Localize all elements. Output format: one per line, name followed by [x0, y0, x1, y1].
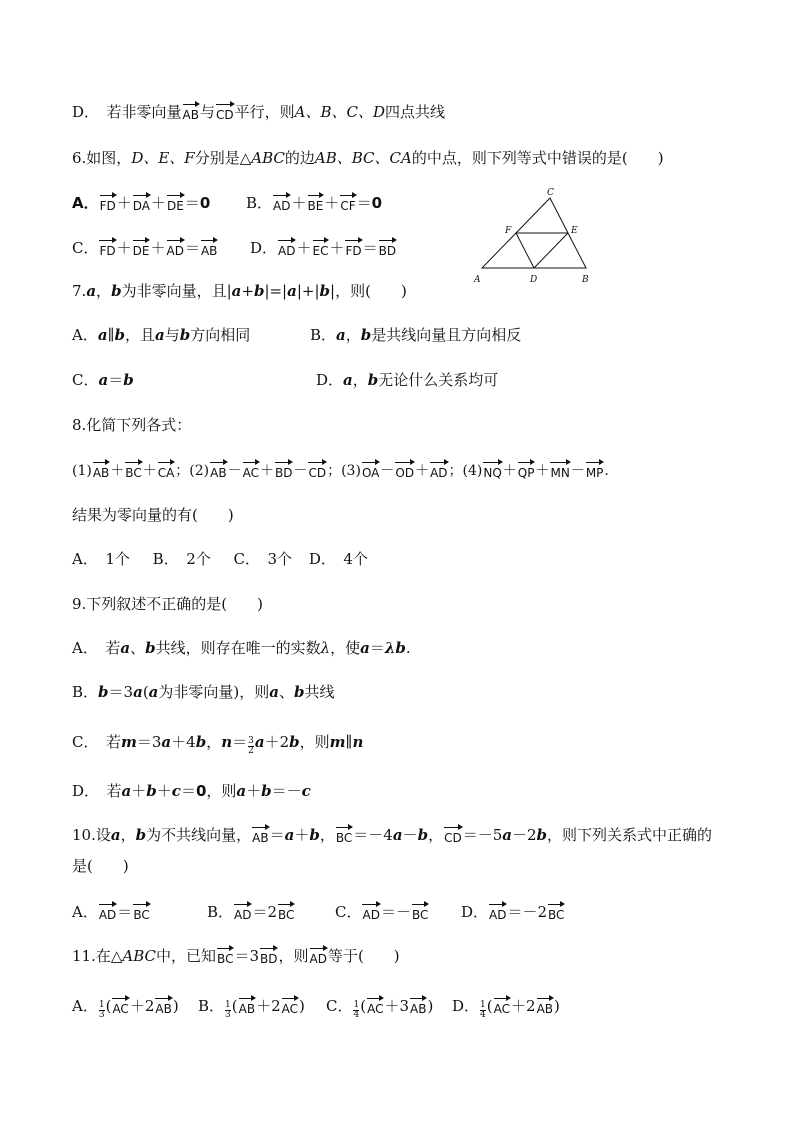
- q9-b-paren: (: [142, 683, 149, 701]
- vec-b: b: [261, 782, 272, 800]
- fraction: [480, 1001, 486, 1020]
- minus: －: [402, 826, 418, 844]
- label-b: B: [582, 275, 589, 285]
- frac-den: 4: [353, 1010, 360, 1020]
- q6-stem-d: 的中点，则下列等式中错误的是( ): [411, 149, 664, 167]
- equals: ＝: [369, 639, 385, 657]
- q5-d-mid: 与: [199, 103, 215, 121]
- q9-option-a: [72, 638, 411, 658]
- vec-a: a: [98, 371, 109, 389]
- vector-ad: AD: [430, 460, 447, 479]
- vector-ad: AD: [99, 902, 116, 921]
- label-f: F: [505, 226, 512, 236]
- vec-a: a: [120, 639, 131, 657]
- q8-expressions: (1)AB＋BC＋CA；(2)AB－AC＋BD－CD；(3)OA－OD＋AD；(4)NQ＋QP＋MN－MP.: [72, 460, 609, 481]
- fraction: [99, 1001, 105, 1020]
- paren-open: (: [231, 997, 238, 1015]
- q9-a-mid: 共线，则存在唯一的实数: [155, 639, 321, 657]
- q5-d-suffix-a: 平行，则: [234, 103, 295, 121]
- equals: ＝: [232, 733, 248, 751]
- equals: ＝: [180, 782, 196, 800]
- q11-d-op: ＋2: [511, 997, 536, 1015]
- fraction-three-halves: [248, 737, 254, 756]
- q8-result: 结果为零向量的有( ): [72, 506, 234, 524]
- frac-num: 1: [98, 1000, 105, 1010]
- vec-a: a: [269, 683, 279, 701]
- q9-option-d: [72, 781, 311, 801]
- vec-b: b: [319, 282, 331, 300]
- q11-option-d: [452, 996, 560, 1020]
- vec-n: n: [352, 733, 364, 751]
- vector-ab: AB: [252, 825, 268, 844]
- q6-stem-tri: ABC: [251, 149, 285, 167]
- vec-a: a: [392, 826, 403, 844]
- q7-eq5: |+|: [296, 282, 320, 300]
- vector-fd: FD: [99, 238, 115, 257]
- q10-sep2: ，: [428, 826, 444, 844]
- vector-qp: QP: [518, 460, 535, 479]
- vec-b: b: [179, 326, 191, 344]
- vector-ab: AB: [410, 996, 426, 1015]
- lambda-b: λb: [384, 639, 406, 657]
- plus: ＋: [294, 826, 310, 844]
- q7-option-b: [310, 325, 521, 345]
- q11-b-label: B．: [198, 997, 225, 1015]
- q11-stem-d: 等于( ): [327, 947, 400, 965]
- vector-ac: AC: [282, 996, 298, 1015]
- equals: ＝: [269, 826, 285, 844]
- segment-de: [534, 233, 568, 268]
- vec-a: a: [161, 733, 172, 751]
- vec-b: b: [195, 733, 207, 751]
- vector-da: DA: [133, 193, 150, 212]
- vec-b: b: [135, 826, 147, 844]
- vector-mn: MN: [550, 460, 569, 479]
- q7-num: 7.: [72, 282, 87, 300]
- q10-a-label: A．: [72, 903, 98, 921]
- q7-plus: +: [241, 282, 254, 300]
- vector-ad: AD: [278, 238, 295, 257]
- vec-b: b: [123, 371, 134, 389]
- q9-c-then: ，则: [299, 733, 330, 751]
- vec-a: a: [502, 826, 512, 844]
- q9-a-sep: 、: [130, 639, 146, 657]
- vec-b: b: [289, 733, 300, 751]
- vector-ac: AC: [494, 996, 510, 1015]
- q5-d-suffix-b: 四点共线: [385, 103, 446, 121]
- q7-a-t6: 与: [164, 326, 180, 344]
- q10-stem-a: 10.设: [72, 826, 111, 844]
- q7-end: |，则( ): [330, 282, 407, 300]
- q11-b-op: ＋2: [256, 997, 281, 1015]
- label-a: A: [474, 275, 481, 285]
- q10-d-label: D．: [461, 903, 489, 921]
- q10-sep1: ，: [319, 826, 335, 844]
- q10-c-label: C．: [335, 903, 362, 921]
- q11-c-label: C．: [326, 997, 353, 1015]
- q7-a-label: A．: [72, 326, 98, 344]
- vec-b: b: [294, 683, 305, 701]
- vec-b: b: [367, 371, 379, 389]
- vec-a: a: [86, 282, 97, 300]
- vec-a: a: [343, 371, 353, 389]
- frac-num: 3: [248, 736, 254, 746]
- q7-b-label: B．: [310, 326, 337, 344]
- frac-den: 3: [225, 1010, 231, 1020]
- q11-option-c: [326, 996, 433, 1020]
- q11-stem-c: ，则: [278, 947, 309, 965]
- q8-options: [72, 549, 368, 569]
- vec-b: b: [253, 282, 265, 300]
- frac-num: 1: [225, 1000, 231, 1010]
- q6-stem-sides: AB、BC、CA: [314, 149, 412, 167]
- q6-stem-b: 分别是△: [194, 149, 252, 167]
- q10-stem: [72, 825, 712, 845]
- paren-close: ): [172, 997, 179, 1015]
- vector-cd: CD: [308, 460, 326, 479]
- vec-b: b: [309, 826, 320, 844]
- equals-minus: ＝－: [271, 782, 302, 800]
- vector-bc: BC: [133, 902, 149, 921]
- vec-a: a: [254, 733, 265, 751]
- q7-b-t4: 是共线向量且方向相反: [371, 326, 522, 344]
- parallel-symbol: ∥: [107, 326, 115, 344]
- q9-stem: 9.下列叙述不正确的是( ): [72, 595, 264, 613]
- vector-bc: BC: [412, 902, 428, 921]
- vector-bc: BC: [548, 902, 564, 921]
- q10-stem-b: 为不共线向量，: [146, 826, 252, 844]
- q8-option-d: D． 4个: [308, 550, 368, 568]
- vec-n: n: [221, 733, 233, 751]
- vector-ad: AD: [310, 946, 327, 965]
- q11-stem-b: 中，已知: [156, 947, 217, 965]
- vec-a: a: [148, 683, 159, 701]
- plus: ＋: [246, 782, 262, 800]
- vector-mp: MP: [586, 460, 604, 479]
- vector-ca: CA: [158, 460, 175, 479]
- vector-ad: AD: [489, 902, 506, 921]
- frac-num: 1: [480, 1000, 486, 1010]
- equals: ＝: [108, 371, 124, 389]
- vec-a: a: [121, 782, 132, 800]
- vector-ab: AB: [183, 102, 199, 121]
- frac-den: 3: [98, 1010, 105, 1020]
- vector-ab: AB: [210, 460, 226, 479]
- q9-a-label: A． 若: [72, 639, 121, 657]
- q7-option-c: [72, 370, 134, 390]
- q9-c-plus2: ＋2: [264, 733, 290, 751]
- q5-d-prefix: D． 若非零向量: [72, 103, 182, 121]
- q11-eq: ＝3: [234, 947, 259, 965]
- vector-bd: BD: [379, 238, 396, 257]
- vector-ad: AD: [167, 238, 184, 257]
- vec-a: a: [287, 282, 297, 300]
- vector-ab: AB: [537, 996, 553, 1015]
- q9-c-label: C． 若: [72, 733, 121, 751]
- vector-ac: AC: [243, 460, 259, 479]
- vector-bc: BC: [125, 460, 141, 479]
- vector-ab: AB: [201, 238, 217, 257]
- vector-ad: AD: [234, 902, 251, 921]
- vector-oa: OA: [362, 460, 379, 479]
- label-c: C: [547, 188, 554, 198]
- label-d: D: [530, 275, 538, 285]
- lambda: λ: [320, 639, 331, 657]
- vector-ad: AD: [362, 902, 379, 921]
- vector-cf: CF: [340, 193, 355, 212]
- q9-b-label: B．: [72, 683, 99, 701]
- q10-stem-c: ，则下列关系式中正确的: [547, 826, 713, 844]
- q6-option-a: A．FD＋DA＋DE＝0: [72, 194, 211, 213]
- q9-c-comma: ，: [206, 733, 222, 751]
- vec-b: b: [536, 826, 548, 844]
- q6-option-c: C．FD＋DE＋AD＝AB: [72, 239, 218, 258]
- vector-de: DE: [167, 193, 184, 212]
- paren-open: (: [105, 997, 112, 1015]
- q10-eq2: ＝－4: [353, 826, 393, 844]
- paren-close: ): [427, 997, 434, 1015]
- q11-d-label: D．: [452, 997, 480, 1015]
- q7-stem: [72, 281, 407, 301]
- vec-c: c: [171, 782, 181, 800]
- q9-b-end: 共线: [304, 683, 335, 701]
- q7-eq3: |=|: [264, 282, 288, 300]
- vec-a: a: [97, 326, 108, 344]
- vec-a: a: [231, 282, 242, 300]
- vector-bd: BD: [275, 460, 292, 479]
- q7-d-label: D．: [316, 371, 344, 389]
- vec-a: a: [236, 782, 247, 800]
- plus: ＋: [156, 782, 172, 800]
- vec-m: m: [329, 733, 346, 751]
- q11-tri: ABC: [122, 947, 157, 965]
- q9-option-b: [72, 682, 335, 702]
- q8-e4-end: .: [604, 463, 609, 479]
- q8-e2-label: ；(2): [175, 463, 210, 479]
- vector-bc: BC: [278, 902, 294, 921]
- vector-bc: BC: [217, 946, 233, 965]
- q9-b-sep: 、: [279, 683, 295, 701]
- triangle-figure: [472, 186, 596, 286]
- q9-b-eq: ＝3: [108, 683, 134, 701]
- q6-stem-a: 6.如图，: [72, 149, 132, 167]
- q7-a-t4: ，且: [125, 326, 156, 344]
- q7-option-d: [316, 370, 498, 390]
- vector-od: OD: [395, 460, 414, 479]
- vector-ac: AC: [367, 996, 383, 1015]
- q9-d-then: ，则: [206, 782, 237, 800]
- vec-b: b: [98, 683, 109, 701]
- q5-d-points: A、B、C、D: [294, 103, 385, 121]
- q8-option-b: B． 2个: [152, 550, 211, 568]
- q9-d-label: D． 若: [72, 782, 122, 800]
- q10-option-c: [335, 902, 429, 922]
- zero-vector: 0: [371, 194, 383, 212]
- vec-a: a: [155, 326, 165, 344]
- paren-close: ): [554, 997, 560, 1015]
- q7-mid: 为非零向量，且|: [121, 282, 232, 300]
- q10-option-b: [207, 902, 295, 922]
- q6-option-d: D．AD＋EC＋FD＝BD: [250, 239, 397, 258]
- q11-c-op: ＋3: [384, 997, 410, 1015]
- q11-option-b: [198, 996, 305, 1020]
- vec-a: a: [110, 826, 121, 844]
- q6-a-label: A．: [72, 194, 99, 212]
- q11-option-a: [72, 996, 179, 1020]
- q10-option-d: [461, 902, 565, 922]
- vector-cd: CD: [444, 825, 462, 844]
- vec-c: c: [301, 782, 311, 800]
- vector-bc: BC: [336, 825, 352, 844]
- vec-a: a: [133, 683, 143, 701]
- q10-comma: ，: [120, 826, 136, 844]
- q8-option-c: C． 3个: [233, 550, 293, 568]
- vec-m: m: [120, 733, 137, 751]
- q10-e3m: －2: [511, 826, 537, 844]
- vec-a: a: [360, 639, 370, 657]
- vector-fd: FD: [345, 238, 361, 257]
- vec-a: a: [284, 826, 295, 844]
- q11-stem-a: 11.在△: [72, 947, 123, 965]
- q10-a-op: ＝: [117, 903, 133, 921]
- zero-vector: 0: [199, 194, 211, 212]
- fraction: [353, 1001, 359, 1020]
- vector-ab: AB: [239, 996, 255, 1015]
- vector-ac: AC: [112, 996, 128, 1015]
- plus: ＋: [131, 782, 147, 800]
- q11-stem: [72, 946, 400, 966]
- zero-vector: 0: [195, 782, 207, 800]
- frac-den: 4: [480, 1010, 486, 1020]
- vector-ab: AB: [93, 460, 109, 479]
- q9-c-eq1: ＝3: [136, 733, 162, 751]
- vector-de: DE: [133, 238, 150, 257]
- q10-stem-cont: 是( ): [72, 857, 129, 875]
- q10-c-op: ＝－: [380, 903, 411, 921]
- q9-a-mid2: ，使: [330, 639, 361, 657]
- q7-d-t2: ，: [352, 371, 368, 389]
- vec-b: b: [146, 782, 157, 800]
- label-e: E: [571, 226, 578, 236]
- vec-a: a: [336, 326, 346, 344]
- vector-ad: AD: [273, 193, 290, 212]
- vec-b: b: [111, 282, 122, 300]
- vector-fd: FD: [100, 193, 116, 212]
- q6-stem-c: 的边: [284, 149, 315, 167]
- q9-b-mid: 为非零向量)，则: [158, 683, 270, 701]
- vector-ab: AB: [155, 996, 171, 1015]
- q11-a-op: ＋2: [129, 997, 155, 1015]
- q11-a-label: A．: [72, 997, 98, 1015]
- frac-num: 1: [353, 1000, 360, 1010]
- parallel-symbol: ∥: [345, 733, 353, 751]
- q9-c-plus: ＋4: [171, 733, 196, 751]
- q6-c-label: C．: [72, 239, 99, 257]
- vec-b: b: [417, 826, 429, 844]
- q8-option-a: A． 1个: [72, 550, 130, 568]
- segment-fd: [516, 233, 534, 268]
- vec-b: b: [145, 639, 156, 657]
- vector-cd: CD: [216, 102, 234, 121]
- q5-option-d: [72, 102, 445, 122]
- vector-bd: BD: [260, 946, 277, 965]
- q10-eq3: ＝－5: [462, 826, 503, 844]
- q7-comma: ，: [96, 282, 112, 300]
- vec-b: b: [360, 326, 372, 344]
- q10-option-a: [72, 902, 151, 922]
- paren-close: ): [299, 997, 305, 1015]
- q8-stem: 8.化简下列各式：: [72, 416, 192, 434]
- frac-den: 2: [248, 746, 254, 756]
- vector-nq: NQ: [483, 460, 501, 479]
- q8-e3-label: ；(3): [327, 463, 361, 479]
- q6-option-b: B．AD＋BE＋CF＝0: [246, 194, 383, 213]
- q7-a-t8: 方向相同: [190, 326, 251, 344]
- q6-d-label: D．: [250, 239, 278, 257]
- q7-b-t2: ，: [345, 326, 361, 344]
- q10-d-op: ＝－2: [507, 903, 548, 921]
- q6-stem: [72, 148, 664, 168]
- q7-d-t4: 无论什么关系均可: [378, 371, 499, 389]
- paren-open: (: [360, 997, 367, 1015]
- q10-b-op: ＝2: [252, 903, 278, 921]
- q7-option-a: [72, 325, 250, 345]
- vector-be: BE: [308, 193, 324, 212]
- q6-stem-pts: D、E、F: [131, 149, 195, 167]
- vec-b: b: [114, 326, 126, 344]
- vector-ec: EC: [313, 238, 329, 257]
- q7-c-label: C．: [72, 371, 99, 389]
- q10-b-label: B．: [207, 903, 234, 921]
- q9-a-end: .: [405, 639, 411, 657]
- q9-option-c: [72, 732, 363, 756]
- q8-e1-label: (1): [72, 463, 92, 479]
- paren-open: (: [486, 997, 493, 1015]
- q8-e4-label: ；(4): [448, 463, 483, 479]
- fraction: [225, 1001, 231, 1020]
- q6-b-label: B．: [246, 194, 273, 212]
